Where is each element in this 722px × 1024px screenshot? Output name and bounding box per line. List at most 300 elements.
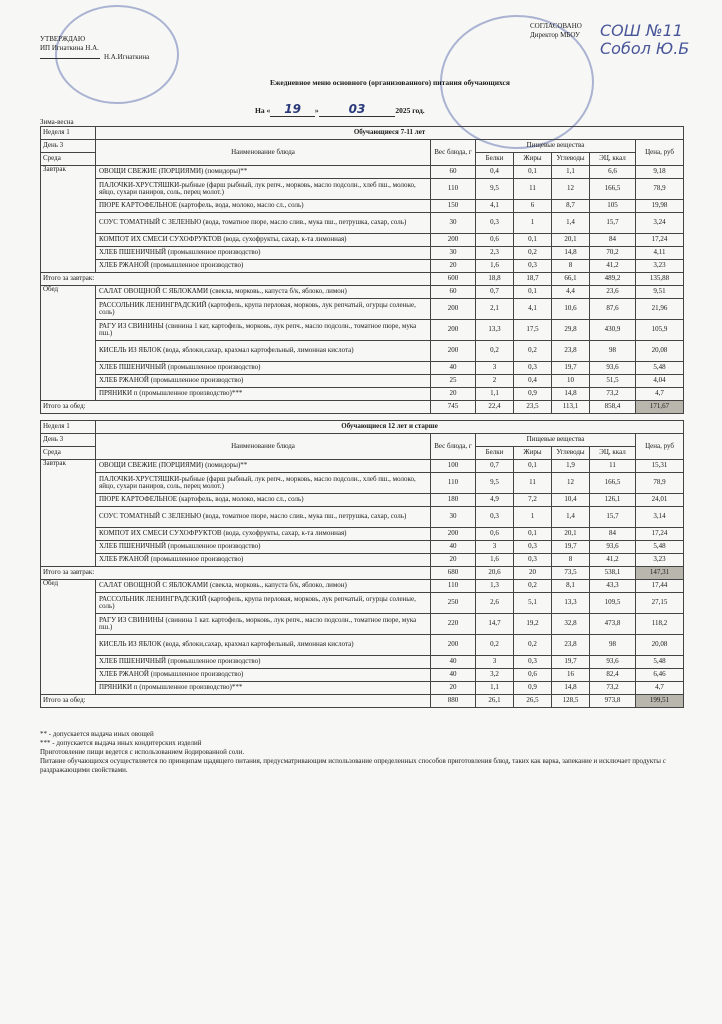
- lunch-total-label: Итого за обед:: [41, 401, 431, 414]
- dish-name: ХЛЕБ РЖАНОЙ (промышленное производство): [96, 669, 431, 682]
- dish-protein: 0,2: [476, 341, 514, 362]
- agreed-org: Директор МБОУ: [530, 31, 580, 39]
- lunch-total-label: Итого за обед:: [41, 695, 431, 708]
- dish-fat: 17,5: [514, 320, 552, 341]
- dish-price: 15,31: [636, 460, 684, 473]
- dish-row: [41, 234, 684, 247]
- dish-fat: 1: [514, 213, 552, 234]
- dish-protein: 3: [476, 362, 514, 375]
- dish-energy: 84: [590, 528, 636, 541]
- dish-energy: 23,6: [590, 286, 636, 299]
- col-name-header: Наименование блюда: [96, 434, 431, 460]
- weekday-cell: Среда: [41, 153, 96, 166]
- dish-price: 20,08: [636, 635, 684, 656]
- dish-weight: 40: [431, 362, 476, 375]
- dish-price: 78,9: [636, 473, 684, 494]
- dish-price: 24,01: [636, 494, 684, 507]
- dish-energy: 70,2: [590, 247, 636, 260]
- dish-fat: 0,3: [514, 554, 552, 567]
- dish-row: [41, 213, 684, 234]
- dish-name: ХЛЕБ РЖАНОЙ (промышленное производство): [96, 554, 431, 567]
- dish-price: 5,48: [636, 362, 684, 375]
- dish-protein: 0,7: [476, 286, 514, 299]
- dish-energy: 11: [590, 460, 636, 473]
- dish-carbs: 10: [552, 375, 590, 388]
- dish-row: [41, 554, 684, 567]
- dish-fat: 0,3: [514, 656, 552, 669]
- approved-block: [40, 35, 149, 62]
- total-price: 199,51: [636, 695, 684, 708]
- header-row: [41, 434, 684, 447]
- dish-weight: 40: [431, 669, 476, 682]
- dish-carbs: 12: [552, 473, 590, 494]
- dish-energy: 93,6: [590, 541, 636, 554]
- dish-protein: 3,2: [476, 669, 514, 682]
- dish-name: КОМПОТ ИХ СМЕСИ СУХОФРУКТОВ (вода, сухофрукты, сахар, к-та лимонная): [96, 528, 431, 541]
- dish-protein: 0,3: [476, 213, 514, 234]
- total-protein: 22,4: [476, 401, 514, 414]
- dish-protein: 1,1: [476, 388, 514, 401]
- dish-carbs: 8: [552, 260, 590, 273]
- notes: [40, 730, 690, 775]
- date-prefix: На «: [255, 106, 271, 115]
- dish-name: ПРЯНИКИ п (промышленное производство)***: [96, 388, 431, 401]
- header-row: [41, 140, 684, 153]
- dish-energy: 6,6: [590, 166, 636, 179]
- dish-protein: 0,7: [476, 460, 514, 473]
- day-cell: День 3: [41, 140, 96, 153]
- dish-carbs: 13,3: [552, 593, 590, 614]
- dish-row: [41, 375, 684, 388]
- total-fat: 26,5: [514, 695, 552, 708]
- group-row: [41, 127, 684, 140]
- col-carbs-header: Углеводы: [552, 447, 590, 460]
- dish-row: [41, 286, 684, 299]
- week-cell: Неделя 1: [41, 421, 96, 434]
- dish-fat: 4,1: [514, 299, 552, 320]
- dish-row: [41, 541, 684, 554]
- dish-row: [41, 179, 684, 200]
- dish-row: [41, 320, 684, 341]
- dish-price: 21,96: [636, 299, 684, 320]
- dish-row: [41, 494, 684, 507]
- total-carbs: 128,5: [552, 695, 590, 708]
- dish-name: САЛАТ ОВОЩНОЙ С ЯБЛОКАМИ (свекла, морковь., капуста б/к, яблоко, лимон): [96, 580, 431, 593]
- lunch-label: Обед: [41, 286, 96, 401]
- total-price: 147,31: [636, 567, 684, 580]
- dish-weight: 200: [431, 234, 476, 247]
- col-protein-header: Белки: [476, 153, 514, 166]
- dish-energy: 84: [590, 234, 636, 247]
- dish-protein: 0,6: [476, 234, 514, 247]
- group-title: Обучающиеся 7-11 лет: [96, 127, 684, 140]
- total-protein: 26,1: [476, 695, 514, 708]
- dish-name: ХЛЕБ ПШЕНИЧНЫЙ (промышленное производство): [96, 656, 431, 669]
- dish-fat: 0,9: [514, 388, 552, 401]
- dish-price: 105,9: [636, 320, 684, 341]
- dish-weight: 20: [431, 554, 476, 567]
- col-energy-header: ЭЦ, ккал: [590, 447, 636, 460]
- dish-name: КОМПОТ ИХ СМЕСИ СУХОФРУКТОВ (вода, сухофрукты, сахар, к-та лимонная): [96, 234, 431, 247]
- dish-name: РАГУ ИЗ СВИНИНЫ (свинина 1 кат. картофель, морковь, лук репч., масло подсолн., томатное пюре, мука пш.): [96, 614, 431, 635]
- dish-weight: 30: [431, 507, 476, 528]
- dish-protein: 3: [476, 656, 514, 669]
- date-mid: »: [314, 106, 319, 115]
- dish-price: 6,46: [636, 669, 684, 682]
- dish-row: [41, 299, 684, 320]
- dish-price: 3,24: [636, 213, 684, 234]
- dish-protein: 1,1: [476, 682, 514, 695]
- dish-energy: 41,2: [590, 260, 636, 273]
- dish-name: ПРЯНИКИ п (промышленное производство)***: [96, 682, 431, 695]
- dish-fat: 0,2: [514, 580, 552, 593]
- dish-row: [41, 656, 684, 669]
- dish-fat: 7,2: [514, 494, 552, 507]
- dish-carbs: 1,4: [552, 507, 590, 528]
- dish-energy: 41,2: [590, 554, 636, 567]
- dish-carbs: 14,8: [552, 247, 590, 260]
- dish-carbs: 20,1: [552, 528, 590, 541]
- breakfast-label: Завтрак: [41, 460, 96, 567]
- total-weight: 745: [431, 401, 476, 414]
- menu-table-12-plus: [40, 420, 684, 708]
- dish-price: 4,7: [636, 388, 684, 401]
- dish-energy: 166,5: [590, 473, 636, 494]
- dish-price: 19,98: [636, 200, 684, 213]
- total-fat: 20: [514, 567, 552, 580]
- dish-weight: 200: [431, 528, 476, 541]
- season-label: Зима-весна: [40, 118, 74, 126]
- dish-fat: 0,6: [514, 669, 552, 682]
- week-cell: Неделя 1: [41, 127, 96, 140]
- dish-name: ПАЛОЧКИ-ХРУСТЯШКИ-рыбные (фарш рыбный, лук репч., морковь, масло подсолн., хлеб пш., молоко, яйцо, сухари паниров, соль, перец молот.): [96, 473, 431, 494]
- total-protein: 18,8: [476, 273, 514, 286]
- dish-row: [41, 682, 684, 695]
- dish-price: 3,23: [636, 554, 684, 567]
- dish-weight: 40: [431, 656, 476, 669]
- col-carbs-header: Углеводы: [552, 153, 590, 166]
- dish-protein: 0,4: [476, 166, 514, 179]
- dish-price: 3,23: [636, 260, 684, 273]
- total-protein: 20,6: [476, 567, 514, 580]
- col-nutrients-header: Пищевые вещества: [476, 434, 636, 447]
- dish-protein: 4,9: [476, 494, 514, 507]
- dish-row: [41, 507, 684, 528]
- dish-name: ХЛЕБ ПШЕНИЧНЫЙ (промышленное производство): [96, 362, 431, 375]
- total-energy: 973,8: [590, 695, 636, 708]
- dish-row: [41, 388, 684, 401]
- dish-weight: 110: [431, 179, 476, 200]
- dish-fat: 0,3: [514, 541, 552, 554]
- dish-row: [41, 362, 684, 375]
- dish-weight: 200: [431, 320, 476, 341]
- dish-carbs: 14,8: [552, 682, 590, 695]
- note-line: ** - допускается выдача иных овощей: [40, 730, 154, 738]
- dish-row: [41, 669, 684, 682]
- total-energy: 538,1: [590, 567, 636, 580]
- dish-price: 5,48: [636, 541, 684, 554]
- dish-price: 9,51: [636, 286, 684, 299]
- dish-protein: 1,6: [476, 260, 514, 273]
- dish-carbs: 19,7: [552, 362, 590, 375]
- dish-carbs: 19,7: [552, 656, 590, 669]
- dish-row: [41, 200, 684, 213]
- dish-fat: 0,2: [514, 247, 552, 260]
- dish-name: РАССОЛЬНИК ЛЕНИНГРАДСКИЙ (картофель, крупа перловая, морковь, лук репчатый, огурцы соленые, соль): [96, 299, 431, 320]
- dish-energy: 93,6: [590, 656, 636, 669]
- dish-protein: 4,1: [476, 200, 514, 213]
- dish-carbs: 29,8: [552, 320, 590, 341]
- dish-row: [41, 260, 684, 273]
- total-price: 171,67: [636, 401, 684, 414]
- total-energy: 858,4: [590, 401, 636, 414]
- dish-carbs: 16: [552, 669, 590, 682]
- breakfast-label: Завтрак: [41, 166, 96, 273]
- dish-name: ХЛЕБ ПШЕНИЧНЫЙ (промышленное производство): [96, 541, 431, 554]
- dish-fat: 0,2: [514, 341, 552, 362]
- dish-energy: 51,5: [590, 375, 636, 388]
- dish-price: 17,24: [636, 528, 684, 541]
- dish-protein: 0,3: [476, 507, 514, 528]
- dish-energy: 15,7: [590, 507, 636, 528]
- dish-fat: 0,2: [514, 635, 552, 656]
- approved-label: УТВЕРЖДАЮ: [40, 35, 86, 43]
- dish-name: САЛАТ ОВОЩНОЙ С ЯБЛОКАМИ (свекла, морковь., капуста б/к, яблоко, лимон): [96, 286, 431, 299]
- col-energy-header: ЭЦ, ккал: [590, 153, 636, 166]
- date-month: 03: [319, 102, 396, 117]
- dish-weight: 60: [431, 286, 476, 299]
- dish-name: РАГУ ИЗ СВИНИНЫ (свинина 1 кат, картофель, морковь, лук репч., масло подсолн., томатное пюре, мука пш.): [96, 320, 431, 341]
- dish-weight: 250: [431, 593, 476, 614]
- dish-weight: 180: [431, 494, 476, 507]
- dish-row: [41, 528, 684, 541]
- dish-energy: 166,5: [590, 179, 636, 200]
- dish-energy: 87,6: [590, 299, 636, 320]
- breakfast-total-label: Итого за завтрак:: [41, 273, 431, 286]
- dish-weight: 40: [431, 541, 476, 554]
- dish-weight: 200: [431, 341, 476, 362]
- dish-carbs: 14,8: [552, 388, 590, 401]
- dish-protein: 2,3: [476, 247, 514, 260]
- dish-energy: 126,1: [590, 494, 636, 507]
- dish-name: ОВОЩИ СВЕЖИЕ (ПОРЦИЯМИ) (помидоры)**: [96, 460, 431, 473]
- dish-name: ПАЛОЧКИ-ХРУСТЯШКИ-рыбные (фарш рыбный, лук репч., морковь, масло подсолн., хлеб пш., молоко, яйцо, сухари паниров, соль, перец молот.): [96, 179, 431, 200]
- dish-row: [41, 341, 684, 362]
- agreed-block: [530, 22, 582, 40]
- menu-table-7-11: [40, 126, 684, 414]
- dish-energy: 73,2: [590, 682, 636, 695]
- dish-row: [41, 247, 684, 260]
- menu-date: [255, 102, 425, 116]
- col-price-header: Цена, руб: [636, 140, 684, 166]
- breakfast-total-label: Итого за завтрак:: [41, 567, 431, 580]
- day-cell: День 3: [41, 434, 96, 447]
- dish-row: [41, 166, 684, 179]
- dish-protein: 1,3: [476, 580, 514, 593]
- dish-carbs: 10,6: [552, 299, 590, 320]
- dish-price: 4,7: [636, 682, 684, 695]
- dish-protein: 3: [476, 541, 514, 554]
- note-line: Питание обучающихся осуществляется по принципам щадящего питания, предусматривающим использование определенных способов приготовления блюд, таких как варка, запекание и исключает продукты с раздражающими свойствами.: [40, 757, 666, 774]
- dish-carbs: 20,1: [552, 234, 590, 247]
- dish-weight: 110: [431, 580, 476, 593]
- dish-price: 9,18: [636, 166, 684, 179]
- col-weight-header: Вес блюда, г: [431, 140, 476, 166]
- dish-fat: 6: [514, 200, 552, 213]
- dish-carbs: 8,1: [552, 580, 590, 593]
- dish-price: 20,08: [636, 341, 684, 362]
- approved-name: Н.А.Игнаткина: [104, 53, 150, 61]
- date-year: 2025 год.: [395, 106, 425, 115]
- dish-weight: 25: [431, 375, 476, 388]
- dish-energy: 105: [590, 200, 636, 213]
- dish-energy: 473,8: [590, 614, 636, 635]
- dish-fat: 0,1: [514, 528, 552, 541]
- dish-protein: 0,6: [476, 528, 514, 541]
- lunch-total-row: [41, 401, 684, 414]
- dish-row: [41, 460, 684, 473]
- dish-energy: 82,4: [590, 669, 636, 682]
- col-fat-header: Жиры: [514, 153, 552, 166]
- dish-protein: 14,7: [476, 614, 514, 635]
- dish-fat: 19,2: [514, 614, 552, 635]
- dish-fat: 0,3: [514, 260, 552, 273]
- right-signature: СОШ №11 Собол Ю.Б: [600, 21, 690, 58]
- dish-carbs: 23,8: [552, 635, 590, 656]
- total-fat: 23,5: [514, 401, 552, 414]
- dish-price: 78,9: [636, 179, 684, 200]
- note-line: *** - допускается выдача иных кондитерских изделий: [40, 739, 202, 747]
- lunch-label: Обед: [41, 580, 96, 695]
- dish-carbs: 23,8: [552, 341, 590, 362]
- dish-price: 4,11: [636, 247, 684, 260]
- dish-fat: 0,1: [514, 460, 552, 473]
- dish-name: СОУС ТОМАТНЫЙ С ЗЕЛЕНЬЮ (вода, томатное пюре, масло слив., мука пш., петрушка, сахар, соль): [96, 213, 431, 234]
- approved-org: ИП Игнаткина Н.А.: [40, 44, 99, 52]
- total-weight: 880: [431, 695, 476, 708]
- total-energy: 489,2: [590, 273, 636, 286]
- date-day: 19: [270, 102, 315, 117]
- col-fat-header: Жиры: [514, 447, 552, 460]
- dish-name: КИСЕЛЬ ИЗ ЯБЛОК (вода, яблоки,сахар, крахмал картофельный, лимонная кислота): [96, 341, 431, 362]
- dish-row: [41, 614, 684, 635]
- col-weight-header: Вес блюда, г: [431, 434, 476, 460]
- dish-fat: 0,1: [514, 166, 552, 179]
- signature-line: [40, 58, 100, 59]
- dish-energy: 98: [590, 635, 636, 656]
- dish-energy: 43,3: [590, 580, 636, 593]
- dish-name: КИСЕЛЬ ИЗ ЯБЛОК (вода, яблоки,сахар, крахмал картофельный, лимонная кислота): [96, 635, 431, 656]
- dish-carbs: 12: [552, 179, 590, 200]
- dish-energy: 93,6: [590, 362, 636, 375]
- dish-name: ХЛЕБ РЖАНОЙ (промышленное производство): [96, 375, 431, 388]
- group-title: Обучающиеся 12 лет и старше: [96, 421, 684, 434]
- dish-name: ОВОЩИ СВЕЖИЕ (ПОРЦИЯМИ) (помидоры)**: [96, 166, 431, 179]
- dish-protein: 2,1: [476, 299, 514, 320]
- dish-carbs: 8,7: [552, 200, 590, 213]
- dish-weight: 110: [431, 473, 476, 494]
- note-line: Приготовление пищи ведется с использованием йодированной соли.: [40, 748, 245, 756]
- dish-price: 17,44: [636, 580, 684, 593]
- dish-weight: 200: [431, 635, 476, 656]
- dish-name: ХЛЕБ РЖАНОЙ (промышленное производство): [96, 260, 431, 273]
- dish-price: 118,2: [636, 614, 684, 635]
- col-name-header: Наименование блюда: [96, 140, 431, 166]
- breakfast-total-row: [41, 567, 684, 580]
- dish-weight: 30: [431, 247, 476, 260]
- col-nutrients-header: Пищевые вещества: [476, 140, 636, 153]
- dish-carbs: 1,9: [552, 460, 590, 473]
- dish-price: 27,15: [636, 593, 684, 614]
- dish-weight: 220: [431, 614, 476, 635]
- dish-carbs: 10,4: [552, 494, 590, 507]
- dish-energy: 98: [590, 341, 636, 362]
- dish-carbs: 4,4: [552, 286, 590, 299]
- dish-name: ПЮРЕ КАРТОФЕЛЬНОЕ (картофель, вода, молоко, масло сл., соль): [96, 494, 431, 507]
- dish-protein: 0,2: [476, 635, 514, 656]
- dish-row: [41, 593, 684, 614]
- dish-price: 17,24: [636, 234, 684, 247]
- dish-energy: 73,2: [590, 388, 636, 401]
- dish-weight: 200: [431, 299, 476, 320]
- dish-fat: 1: [514, 507, 552, 528]
- dish-protein: 9,5: [476, 179, 514, 200]
- dish-weight: 30: [431, 213, 476, 234]
- dish-fat: 5,1: [514, 593, 552, 614]
- dish-fat: 0,1: [514, 286, 552, 299]
- dish-energy: 430,9: [590, 320, 636, 341]
- breakfast-total-row: [41, 273, 684, 286]
- lunch-total-row: [41, 695, 684, 708]
- col-price-header: Цена, руб: [636, 434, 684, 460]
- total-price: 135,88: [636, 273, 684, 286]
- total-carbs: 113,1: [552, 401, 590, 414]
- dish-protein: 2,6: [476, 593, 514, 614]
- dish-protein: 13,3: [476, 320, 514, 341]
- dish-weight: 20: [431, 682, 476, 695]
- dish-row: [41, 473, 684, 494]
- group-row: [41, 421, 684, 434]
- dish-price: 5,48: [636, 656, 684, 669]
- dish-protein: 9,5: [476, 473, 514, 494]
- dish-carbs: 1,1: [552, 166, 590, 179]
- dish-fat: 0,1: [514, 234, 552, 247]
- dish-fat: 0,9: [514, 682, 552, 695]
- dish-fat: 0,4: [514, 375, 552, 388]
- agreed-label: СОГЛАСОВАНО: [530, 22, 582, 30]
- total-weight: 600: [431, 273, 476, 286]
- dish-energy: 109,5: [590, 593, 636, 614]
- dish-row: [41, 635, 684, 656]
- dish-protein: 1,6: [476, 554, 514, 567]
- dish-name: РАССОЛЬНИК ЛЕНИНГРАДСКИЙ (картофель, крупа перловая, морковь, лук репчатый, огурцы соленые, соль): [96, 593, 431, 614]
- dish-weight: 20: [431, 388, 476, 401]
- dish-fat: 11: [514, 179, 552, 200]
- total-weight: 680: [431, 567, 476, 580]
- dish-carbs: 1,4: [552, 213, 590, 234]
- col-protein-header: Белки: [476, 447, 514, 460]
- dish-row: [41, 580, 684, 593]
- total-fat: 18,7: [514, 273, 552, 286]
- dish-name: ХЛЕБ ПШЕНИЧНЫЙ (промышленное производство): [96, 247, 431, 260]
- total-carbs: 73,5: [552, 567, 590, 580]
- weekday-cell: Среда: [41, 447, 96, 460]
- dish-weight: 60: [431, 166, 476, 179]
- dish-weight: 100: [431, 460, 476, 473]
- total-carbs: 66,1: [552, 273, 590, 286]
- dish-name: ПЮРЕ КАРТОФЕЛЬНОЕ (картофель, вода, молоко, масло сл., соль): [96, 200, 431, 213]
- dish-fat: 11: [514, 473, 552, 494]
